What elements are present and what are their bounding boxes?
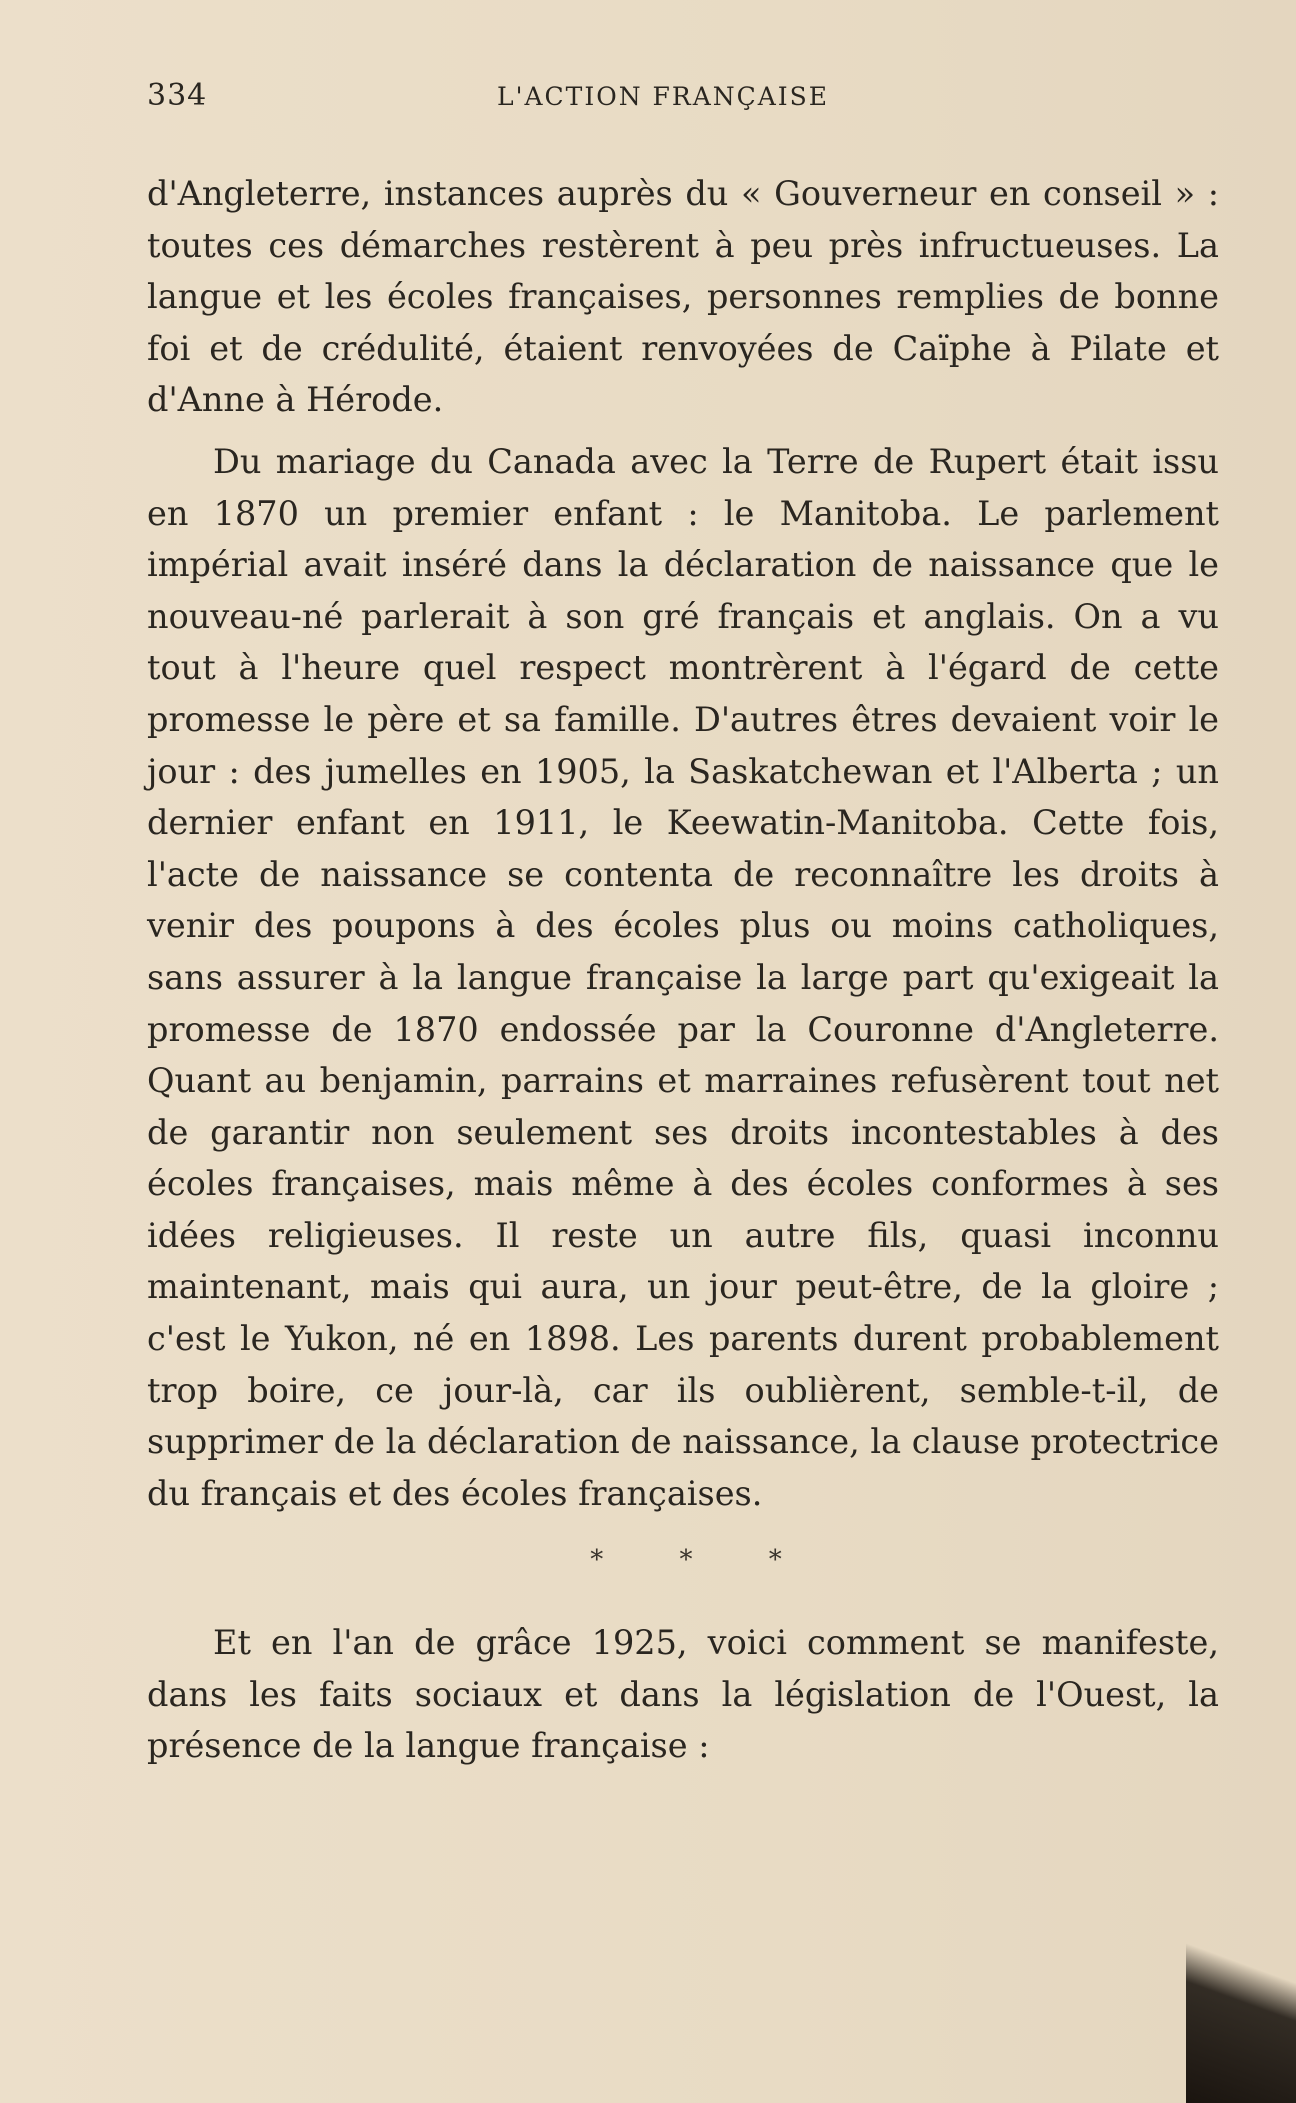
body-text xyxy=(147,168,1219,1772)
paragraph-manitoba: Du mariage du Canada avec la Terre de Rupert était issu en 1870 un premier enfant : le Manitoba. Le parlement impérial avait inséré dans la déclaration de naissance que le nouveau-né parlerait à son gré français et anglais. On a vu tout à l'heure quel respect montrèrent à l'égard de cette promesse le père et sa famille. D'autres êtres devaient voir le jour : des jumelles en 1905, la Saskatchewan et l'Alberta ; un dernier enfant en 1911, le Keewatin-Manitoba. Cette fois, l'acte de naissance se contenta de reconnaître les droits à venir des poupons à des écoles plus ou moins catholiques, sans assurer à la langue française la large part qu'exigeait la promesse de 1870 endossée par la Couronne d'Angleterre. Quant au benjamin, parrains et marraines refusèrent tout net de garantir non seulement ses droits incontestables à des écoles françaises, mais même à des écoles conformes à ses idées religieuses. Il reste un autre fils, quasi inconnu maintenant, mais qui aura, un jour peut-être, de la gloire ; c'est le Yukon, né en 1898. Les parents durent probablement trop boire, ce jour-là, car ils oublièrent, semble-t-il, de supprimer de la déclaration de naissance, la clause protectrice du français et des écoles françaises. xyxy=(147,441,1219,1513)
running-title: L'ACTION FRANÇAISE xyxy=(497,82,830,111)
page-corner-shadow xyxy=(1186,1823,1296,2103)
section-break-asterism: * * * xyxy=(590,1545,816,1576)
page-header xyxy=(147,78,1207,128)
page-number: 334 xyxy=(147,78,208,113)
paragraph-continuation: d'Angleterre, instances auprès du « Gouverneur en conseil » : toutes ces démarches restèrent à peu près infructueuses. La langue et les écoles françaises, personnes remplies de bonne foi et de crédulité, étaient renvoyées de Caïphe à Pilate et d'Anne à Hérode. xyxy=(147,174,1219,420)
paragraph-1925: Et en l'an de grâce 1925, voici comment se manifeste, dans les faits sociaux et dans la législation de l'Ouest, la présence de la langue française : xyxy=(147,1623,1219,1766)
